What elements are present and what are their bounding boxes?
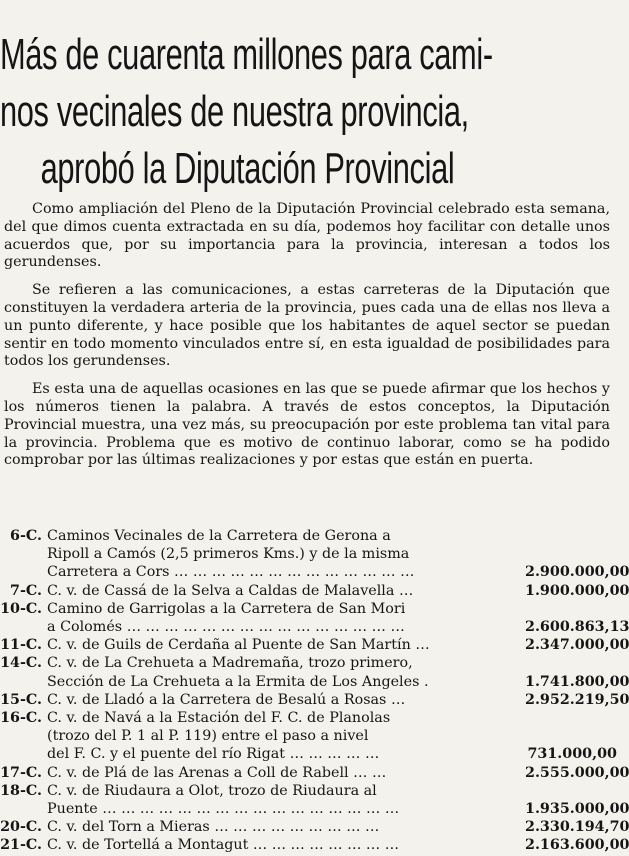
headline-line-1: Más de cuarenta millones para cami- [0,30,493,79]
paragraph-1: Como ampliación del Pleno de la Diputación Provincial celebrado esta semana, del que dimos cuenta extractada en su día, podemos hoy facilitar con detalle unos acuerdos que, por su importancia para la provincia, interesan a todos los gerundenses. [4,201,610,271]
budget-entry [0,527,629,582]
budget-entry [0,709,617,764]
entry-description-line: C. v. de Lladó a la Carretera de Besalú a Rosas … [47,691,406,708]
entry-description-line: C. v. de Navá a la Estación del F. C. de Planolas [47,710,391,727]
entry-amount: 2.163.600,00 [525,837,629,854]
entry-description-line: Camino de Garrigolas a la Carretera de San Mori [47,600,406,617]
entry-description [42,782,525,818]
entry-description [42,582,525,600]
entry-description-line: C. v. del Torn a Mieras … … … … … … … … … [47,819,380,836]
entry-code: 18-C. [0,782,42,799]
entry-amount: 1.935.000,00 [525,801,629,818]
budget-entry [0,818,629,836]
entry-code: 15-C. [0,691,42,708]
entry-amount: 2.347.000,00 [525,637,629,654]
headline-line-3: aprobó la Diputación Provincial [40,144,455,193]
entry-code: 6-C. [10,528,42,544]
entry-amount: 2.330.194,70 [525,819,629,836]
entry-amount: 1.900.000,00 [525,582,629,599]
entry-amount: 731.000,00 [527,746,617,763]
budget-entry [0,836,629,854]
entry-description-line: Caminos Vecinales de la Carretera de Gerona a [47,528,391,544]
entry-description [42,836,525,854]
entry-code: 14-C. [0,655,42,672]
entry-amount: 2.952.219,50 [525,691,629,708]
paragraph-2: Se refieren a las comunicaciones, a estas carreteras de la Diputación que constituyen la verdadera arteria de la provincia, pues cada una de ellas nos lleva a un punto diferente, y hace posible que los habitantes de aquel sector se puedan sentir en todo momento vinculados entre sí, en esta igualdad de posibilidades para todos los gerundenses. [4,282,610,370]
entry-description-line: del F. C. y el puente del río Rigat … … … … … [47,746,380,763]
paragraph-3: Es esta una de aquellas ocasiones en las que se puede afirmar que los hechos y los números tienen la palabra. A través de estos conceptos, la Diputación Provincial muestra, una vez más, su preocupación por este problema tan vital para la provincia. Problema que es motivo de continuo laborar, como se ha podido comprobar por las últimas realizaciones y por estas que están en puerta. [4,381,610,469]
entry-description [42,636,525,654]
entry-description-line: a Colomés … … … … … … … … … … … … … … … [47,619,405,636]
entry-code: 16-C. [0,710,42,727]
entry-description-line: C. v. de Tortellá a Montagut … … … … … … … … [47,837,400,854]
entry-code: 11-C. [0,637,42,654]
entry-description-line: C. v. de Guils de Cerdaña al Puente de San Martín … [47,637,430,654]
entry-description [42,654,525,690]
budget-entry [0,691,629,709]
entry-description-line: C. v. de Riudaura a Olot, trozo de Riudaura al [47,782,377,799]
entry-description [42,764,525,782]
budget-entry [0,654,629,690]
entry-description-line: C. v. de Cassá de la Selva a Caldas de Malavella … [47,582,414,599]
entry-description-line: Carretera a Cors … … … … … … … … … … … … … [47,564,415,581]
entry-amount: 2.900.000,00 [525,564,629,581]
entry-amount: 2.600.863,13 [525,619,629,636]
entry-description [42,709,525,764]
entry-description [42,600,525,636]
entry-description-line: Sección de La Crehueta a la Ermita de Los Angeles . [47,673,429,690]
budget-entry [0,764,629,782]
entry-code: 21-C. [0,837,42,854]
entry-amount: 2.555.000,00 [525,764,629,781]
entry-code: 17-C. [0,764,42,781]
entry-description-line: Ripoll a Camós (2,5 primeros Kms.) y de la misma [47,546,410,563]
entry-code: 7-C. [10,582,42,599]
headline-line-2: nos vecinales de nuestra provincia, [0,87,469,136]
budget-entry [0,582,629,600]
budget-entry [0,636,629,654]
entry-description-line: C. v. de La Crehueta a Madremaña, trozo primero, [47,655,413,672]
entry-code: 20-C. [0,819,42,836]
article-body [4,201,610,480]
budget-entry [0,782,629,818]
entry-description-line: Puente … … … … … … … … … … … … … … … … [47,801,400,818]
entry-code: 10-C. [0,600,42,617]
entry-description [42,691,525,709]
budget-entry [0,600,629,636]
entry-description-line: C. v. de Plá de las Arenas a Coll de Rabell … … [47,764,387,781]
entry-amount: 1.741.800,00 [525,673,629,690]
entry-description [42,527,525,582]
entry-description-line: (trozo del P. 1 al P. 119) entre el paso a nivel [47,728,369,745]
headline [0,26,493,197]
budget-table [0,527,629,855]
entry-description [42,818,525,836]
